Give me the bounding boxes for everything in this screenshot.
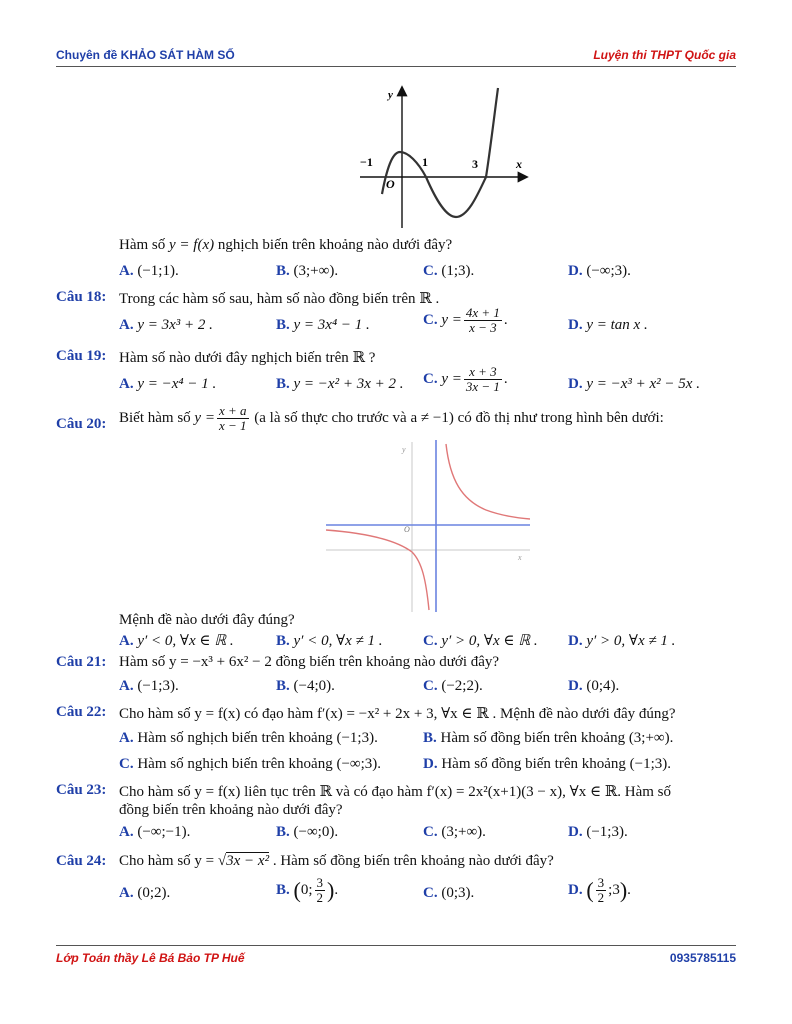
- page-header: [56, 48, 736, 66]
- sqrt-symbol: √: [217, 853, 227, 869]
- cubic-curve: [382, 88, 498, 217]
- q18-option-b[interactable]: B. y = 3x⁴ − 1 .: [276, 317, 370, 333]
- q22-label: Câu 22:: [56, 704, 107, 720]
- q18-stem: Trong các hàm số sau, hàm số nào đồng biến trên ℝ .: [119, 291, 440, 307]
- q21-stem: Hàm số y = −x³ + 6x² − 2 đồng biến trên khoảng nào dưới đây?: [119, 654, 500, 670]
- q17-option-c[interactable]: C. (1;3).: [423, 263, 475, 279]
- q22-option-a[interactable]: A. Hàm số nghịch biến trên khoảng (−1;3).: [119, 730, 378, 746]
- q18-option-c[interactable]: C. y = $\frac{4x + 1}{x - 3}$ .: [423, 305, 508, 335]
- q24-option-a[interactable]: A. (0;2).: [119, 885, 171, 901]
- q23-option-b[interactable]: B. (−∞;0).: [276, 824, 339, 840]
- cubic-graph: [356, 82, 532, 230]
- hyperbola-left-branch: [326, 530, 429, 610]
- q24-stem: Cho hàm số y = √3x − x² . Hàm số đồng biến trên khoảng nào dưới đây?: [119, 853, 554, 869]
- q19-option-c[interactable]: C. y = $\frac{x + 3}{3x - 1}$ .: [423, 364, 508, 394]
- footer-teacher: Lớp Toán thầy Lê Bá Bảo TP Huế: [56, 951, 245, 965]
- q23-option-c[interactable]: C. (3;+∞).: [423, 824, 486, 840]
- tick-minus-one: −1: [360, 155, 373, 169]
- q17-option-a[interactable]: A. (−1;1).: [119, 263, 179, 279]
- header-divider: [56, 66, 736, 67]
- q20-option-c[interactable]: C. y′ > 0, ∀x ∈ ℝ .: [423, 633, 538, 649]
- q19-stem: Hàm số nào dưới đây nghịch biến trên ℝ ?: [119, 350, 376, 366]
- q20-label: Câu 20:: [56, 416, 107, 432]
- q24-label: Câu 24:: [56, 853, 107, 869]
- q19-option-b[interactable]: B. y = −x² + 3x + 2 .: [276, 376, 404, 392]
- q24-option-b[interactable]: B. (0; $\frac{3}{2}$ ).: [276, 875, 339, 905]
- q20-prompt: Mệnh đề nào dưới đây đúng?: [119, 612, 295, 628]
- q22-option-b[interactable]: B. Hàm số đồng biến trên khoảng (3;+∞).: [423, 730, 674, 746]
- q24-option-c[interactable]: C. (0;3).: [423, 885, 475, 901]
- tick-one: 1: [422, 155, 428, 169]
- q18-option-d[interactable]: D. y = tan x .: [568, 317, 648, 333]
- q22-option-c[interactable]: C. Hàm số nghịch biến trên khoảng (−∞;3).: [119, 756, 382, 772]
- q19-label: Câu 19:: [56, 348, 107, 364]
- q22-option-d[interactable]: D. Hàm số đồng biến trên khoảng (−1;3).: [423, 756, 672, 772]
- q17-option-d[interactable]: D. (−∞;3).: [568, 263, 631, 279]
- origin-label: O: [404, 525, 410, 534]
- q23-option-a[interactable]: A. (−∞;−1).: [119, 824, 191, 840]
- q23-option-d[interactable]: D. (−1;3).: [568, 824, 628, 840]
- q21-option-b[interactable]: B. (−4;0).: [276, 678, 335, 694]
- q21-option-d[interactable]: D. (0;4).: [568, 678, 620, 694]
- q20-option-d[interactable]: D. y′ > 0, ∀x ≠ 1 .: [568, 633, 676, 649]
- q21-label: Câu 21:: [56, 654, 107, 670]
- tick-three: 3: [472, 157, 478, 171]
- q18-option-a[interactable]: A. y = 3x³ + 2 .: [119, 317, 213, 333]
- q21-option-c[interactable]: C. (−2;2).: [423, 678, 483, 694]
- header-subtitle: Luyện thi THPT Quốc gia: [593, 48, 736, 62]
- footer-phone: 0935785115: [669, 951, 736, 965]
- q20-stem: Biết hàm số y = $\frac{x + a}{x - 1}$ (a là số thực cho trước và a ≠ −1) có đồ thị như trong hình bên dưới:: [119, 403, 664, 433]
- q22-stem: Cho hàm số y = f(x) có đạo hàm f′(x) = −x² + 2x + 3, ∀x ∈ ℝ . Mệnh đề nào dưới đây đúng?: [119, 706, 676, 722]
- header-title: Chuyên đề KHẢO SÁT HÀM SỐ: [56, 48, 235, 62]
- x-axis-label: x: [516, 157, 522, 171]
- footer-divider: [56, 945, 736, 946]
- page-footer: [56, 951, 736, 969]
- hyperbola-graph: [326, 440, 530, 612]
- q20-option-b[interactable]: B. y′ < 0, ∀x ≠ 1 .: [276, 633, 383, 649]
- q23-stem-line2: đồng biến trên khoảng nào dưới đây?: [119, 802, 343, 818]
- q20-option-a[interactable]: A. y′ < 0, ∀x ∈ ℝ .: [119, 633, 234, 649]
- q21-option-a[interactable]: A. (−1;3).: [119, 678, 179, 694]
- q23-stem-line1: Cho hàm số y = f(x) liên tục trên ℝ và có đạo hàm f′(x) = 2x²(x+1)(3 − x), ∀x ∈ ℝ. Hàm số: [119, 784, 672, 800]
- q18-label: Câu 18:: [56, 289, 107, 305]
- hyperbola-right-branch: [446, 444, 530, 519]
- q17-option-b[interactable]: B. (3;+∞).: [276, 263, 339, 279]
- q23-label: Câu 23:: [56, 782, 107, 798]
- y-axis-label: y: [402, 445, 406, 454]
- x-axis-label: x: [518, 553, 522, 562]
- origin-label: O: [386, 177, 395, 191]
- q24-option-d[interactable]: D. ( $\frac{3}{2}$ ;3).: [568, 875, 631, 905]
- y-axis-label: y: [388, 89, 393, 101]
- q19-option-a[interactable]: A. y = −x⁴ − 1 .: [119, 376, 217, 392]
- q17-stem: Hàm số y = f(x) nghịch biến trên khoảng nào dưới đây?: [119, 237, 453, 253]
- q19-option-d[interactable]: D. y = −x³ + x² − 5x .: [568, 376, 700, 392]
